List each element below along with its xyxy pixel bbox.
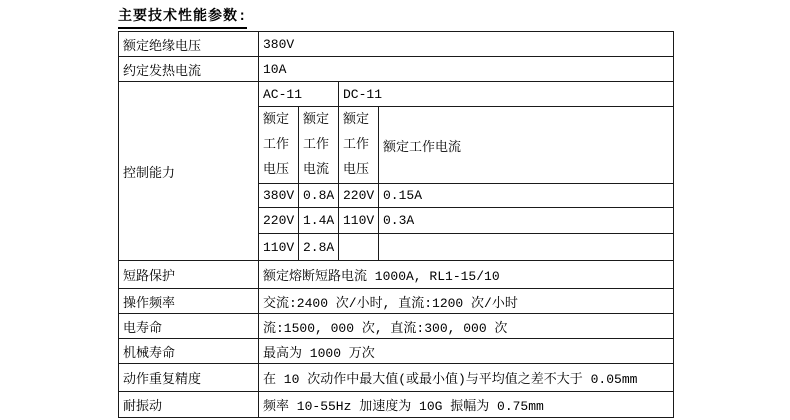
row-value: 10A <box>259 57 674 82</box>
ac-rated-working-voltage-header <box>259 107 299 184</box>
row-value: 380V <box>259 32 674 57</box>
row-label: 耐振动 <box>119 392 259 418</box>
ac-current-cell: 2.8A <box>299 234 339 261</box>
header-line: 电压 <box>263 162 290 177</box>
row-action-repeat-accuracy <box>119 364 674 392</box>
header-line: 工作 <box>343 137 370 152</box>
row-vibration-resistance <box>119 392 674 418</box>
row-short-circuit-protection <box>119 261 674 289</box>
row-electrical-life <box>119 314 674 339</box>
row-label: 电寿命 <box>119 314 259 339</box>
dc-current-cell: 0.3A <box>379 208 674 234</box>
dc-rated-working-voltage-header <box>339 107 379 184</box>
dc-current-cell <box>379 234 674 261</box>
ac-voltage-cell: 220V <box>259 208 299 234</box>
dc-voltage-cell <box>339 234 379 261</box>
dc-rated-working-current-header: 额定工作电流 <box>379 107 674 184</box>
row-label: 短路保护 <box>119 261 259 289</box>
header-line: 电流 <box>303 162 330 177</box>
row-label: 操作频率 <box>119 289 259 314</box>
header-line: 额定 <box>263 112 290 127</box>
row-value: 最高为 1000 万次 <box>259 339 674 364</box>
header-line: 额定 <box>303 112 330 127</box>
control-capability-label: 控制能力 <box>119 82 259 261</box>
row-conventional-heating-current <box>119 57 674 82</box>
row-value: 频率 10-55Hz 加速度为 10G 振幅为 0.75mm <box>259 392 674 418</box>
row-label: 约定发热电流 <box>119 57 259 82</box>
ac-current-cell: 1.4A <box>299 208 339 234</box>
row-mechanical-life <box>119 339 674 364</box>
row-rated-insulation-voltage <box>119 32 674 57</box>
ac-voltage-cell: 110V <box>259 234 299 261</box>
ac-11-header: AC-11 <box>259 82 339 107</box>
spec-table <box>118 31 674 418</box>
dc-11-header: DC-11 <box>339 82 674 107</box>
page-title: 主要技术性能参数: <box>118 5 247 29</box>
header-line: 电压 <box>343 162 370 177</box>
header-line: 工作 <box>263 137 290 152</box>
row-value: 在 10 次动作中最大值(或最小值)与平均值之差不大于 0.05mm <box>259 364 674 392</box>
row-label: 额定绝缘电压 <box>119 32 259 57</box>
row-label: 动作重复精度 <box>119 364 259 392</box>
dc-voltage-cell: 220V <box>339 184 379 208</box>
row-value: 流:1500, 000 次, 直流:300, 000 次 <box>259 314 674 339</box>
row-value: 额定熔断短路电流 1000A, RL1-15/10 <box>259 261 674 289</box>
header-line: 额定 <box>343 112 370 127</box>
header-line: 工作 <box>303 137 330 152</box>
row-operating-frequency <box>119 289 674 314</box>
dc-voltage-cell: 110V <box>339 208 379 234</box>
dc-current-cell: 0.15A <box>379 184 674 208</box>
ac-rated-working-current-header <box>299 107 339 184</box>
ac-voltage-cell: 380V <box>259 184 299 208</box>
row-value: 交流:2400 次/小时, 直流:1200 次/小时 <box>259 289 674 314</box>
ac-current-cell: 0.8A <box>299 184 339 208</box>
row-label: 机械寿命 <box>119 339 259 364</box>
row-control-group-headers <box>119 82 674 107</box>
